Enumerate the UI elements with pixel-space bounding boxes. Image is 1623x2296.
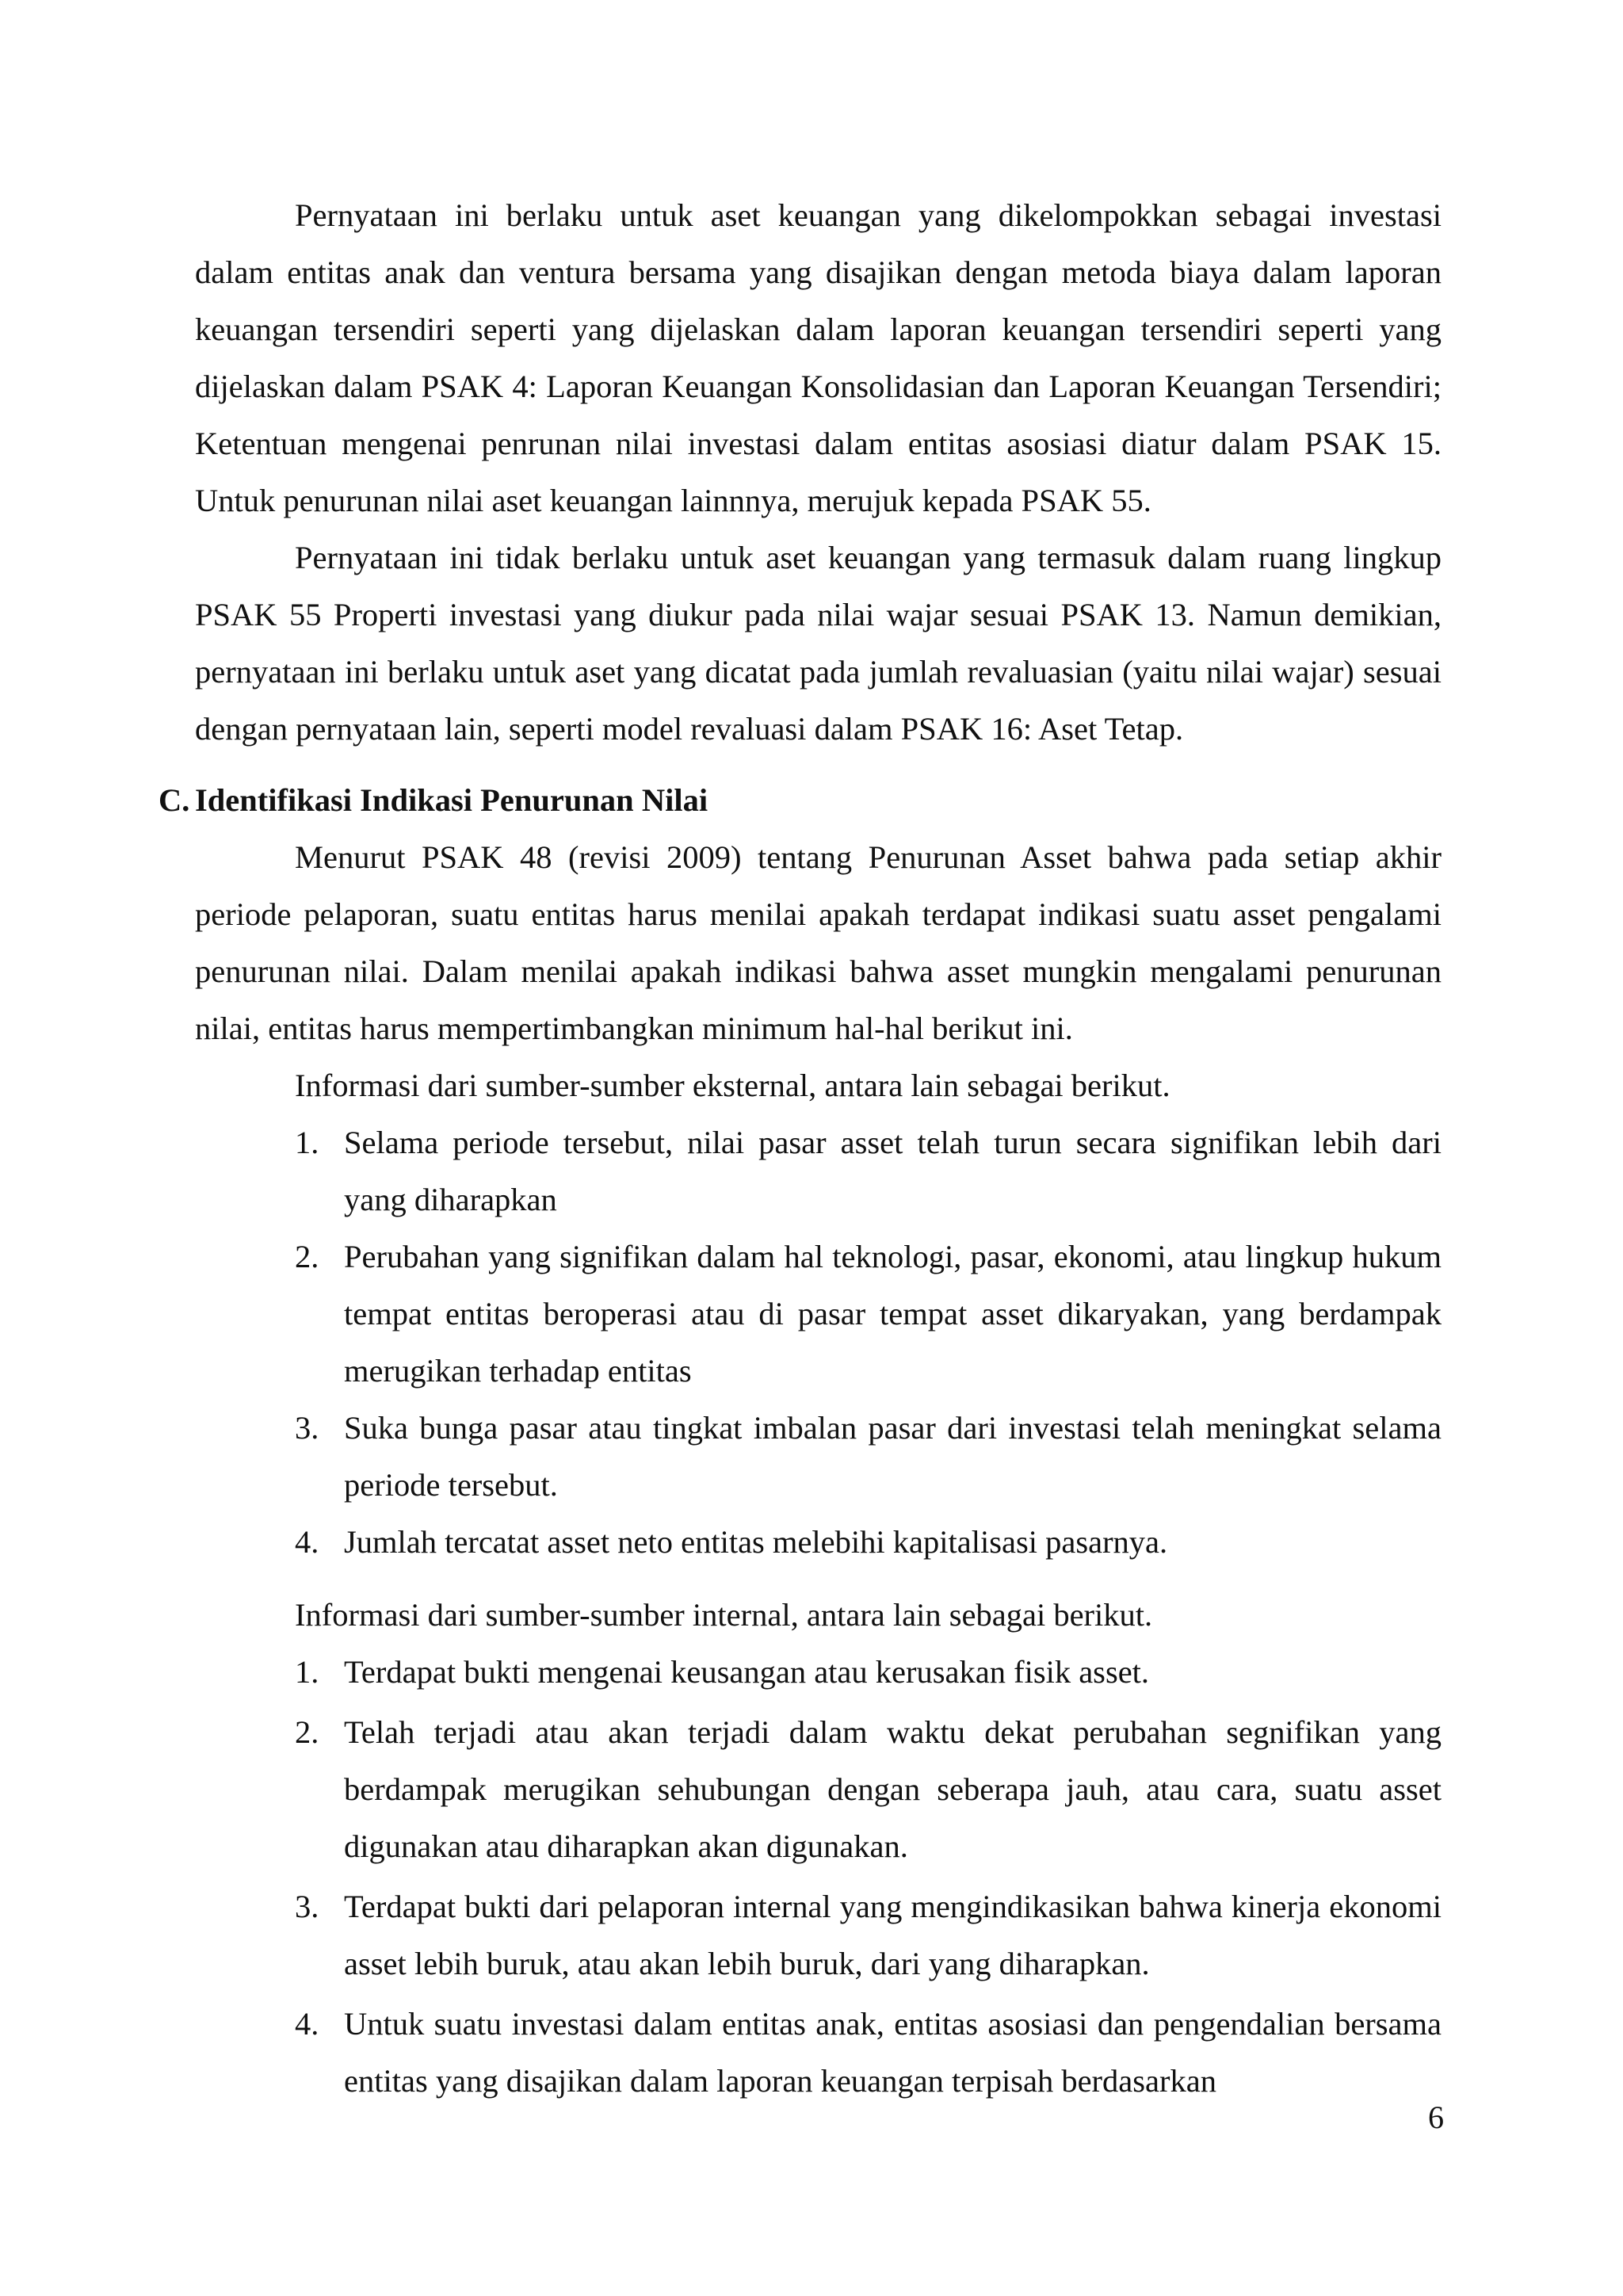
- list-item: [195, 1228, 1442, 1400]
- list-item-number: 2.: [295, 1239, 319, 1274]
- list-item-number: 4.: [295, 2006, 319, 2042]
- list-item: [195, 1114, 1442, 1228]
- list-item-number: 3.: [295, 1889, 319, 1924]
- external-sources-list: [195, 1114, 1442, 1571]
- list-item-number: 1.: [295, 1125, 319, 1160]
- list-item-text: Untuk suatu investasi dalam entitas anak, entitas asosiasi dan pengendalian bersama entitas yang disajikan dalam laporan keuangan terpisah berdasarkan: [344, 2006, 1442, 2099]
- list-item: [195, 1514, 1442, 1571]
- list-item-text: Terdapat bukti dari pelaporan internal yang mengindikasikan bahwa kinerja ekonomi asset lebih buruk, atau akan lebih buruk, dari yang diharapkan.: [344, 1889, 1442, 1981]
- list-item: [195, 1400, 1442, 1514]
- paragraph-scope-included: Pernyataan ini berlaku untuk aset keuangan yang dikelompokkan sebagai investasi dalam entitas anak dan ventura bersama yang disajikan dengan metoda biaya dalam laporan keuangan tersendiri seperti yang dijelaskan dalam laporan keuangan tersendiri seperti yang dijelaskan dalam PSAK 4: Laporan Keuangan Konsolidasian dan Laporan Keuangan Tersendiri; Ketentuan mengenai penrunan nilai investasi dalam entitas asosiasi diatur dalam PSAK 15. Untuk penurunan nilai aset keuangan lainnnya, merujuk kepada PSAK 55.: [195, 197, 1442, 518]
- list-item-text: Telah terjadi atau akan terjadi dalam waktu dekat perubahan segnifikan yang berdampak merugikan sehubungan dengan seberapa jauh, atau cara, suatu asset digunakan atau diharapkan akan digunakan.: [344, 1714, 1442, 1864]
- list-item-number: 3.: [295, 1410, 319, 1446]
- list-item-text: Selama periode tersebut, nilai pasar asset telah turun secara signifikan lebih dari yang diharapkan: [344, 1125, 1442, 1217]
- list-item: [195, 1996, 1442, 2110]
- paragraph-section-intro: Menurut PSAK 48 (revisi 2009) tentang Penurunan Asset bahwa pada setiap akhir periode pelaporan, suatu entitas harus menilai apakah terdapat indikasi suatu asset pengalami penurunan nilai. Dalam menilai apakah indikasi bahwa asset mungkin mengalami penurunan nilai, entitas harus mempertimbangkan minimum hal-hal berikut ini.: [195, 839, 1442, 1046]
- list-item: [195, 1644, 1442, 1701]
- page-number: 6: [1428, 2099, 1444, 2135]
- section-title: Identifikasi Indikasi Penurunan Nilai: [195, 782, 708, 818]
- internal-sources-intro: Informasi dari sumber-sumber internal, antara lain sebagai berikut.: [295, 1597, 1153, 1633]
- internal-sources-list: [195, 1644, 1442, 2110]
- list-item-number: 2.: [295, 1714, 319, 1750]
- page-body: [158, 187, 1442, 2113]
- list-item-number: 1.: [295, 1654, 319, 1690]
- list-item-text: Suka bunga pasar atau tingkat imbalan pasar dari investasi telah meningkat selama periode tersebut.: [344, 1410, 1442, 1503]
- list-item-number: 4.: [295, 1524, 319, 1560]
- list-item: [195, 1878, 1442, 1992]
- list-item: [195, 1704, 1442, 1875]
- external-sources-intro: Informasi dari sumber-sumber eksternal, antara lain sebagai berikut.: [295, 1068, 1170, 1103]
- section-letter: C.: [158, 782, 190, 818]
- section-heading: [158, 772, 1442, 829]
- list-item-text: Jumlah tercatat asset neto entitas melebihi kapitalisasi pasarnya.: [344, 1524, 1168, 1560]
- paragraph-scope-excluded: Pernyataan ini tidak berlaku untuk aset keuangan yang termasuk dalam ruang lingkup PSAK 55 Properti investasi yang diukur pada nilai wajar sesuai PSAK 13. Namun demikian, pernyataan ini berlaku untuk aset yang dicatat pada jumlah revaluasian (yaitu nilai wajar) sesuai dengan pernyataan lain, seperti model revaluasi dalam PSAK 16: Aset Tetap.: [195, 540, 1442, 747]
- list-item-text: Terdapat bukti mengenai keusangan atau kerusakan fisik asset.: [344, 1654, 1150, 1690]
- list-item-text: Perubahan yang signifikan dalam hal teknologi, pasar, ekonomi, atau lingkup hukum tempat entitas beroperasi atau di pasar tempat asset dikaryakan, yang berdampak merugikan terhadap entitas: [344, 1239, 1442, 1389]
